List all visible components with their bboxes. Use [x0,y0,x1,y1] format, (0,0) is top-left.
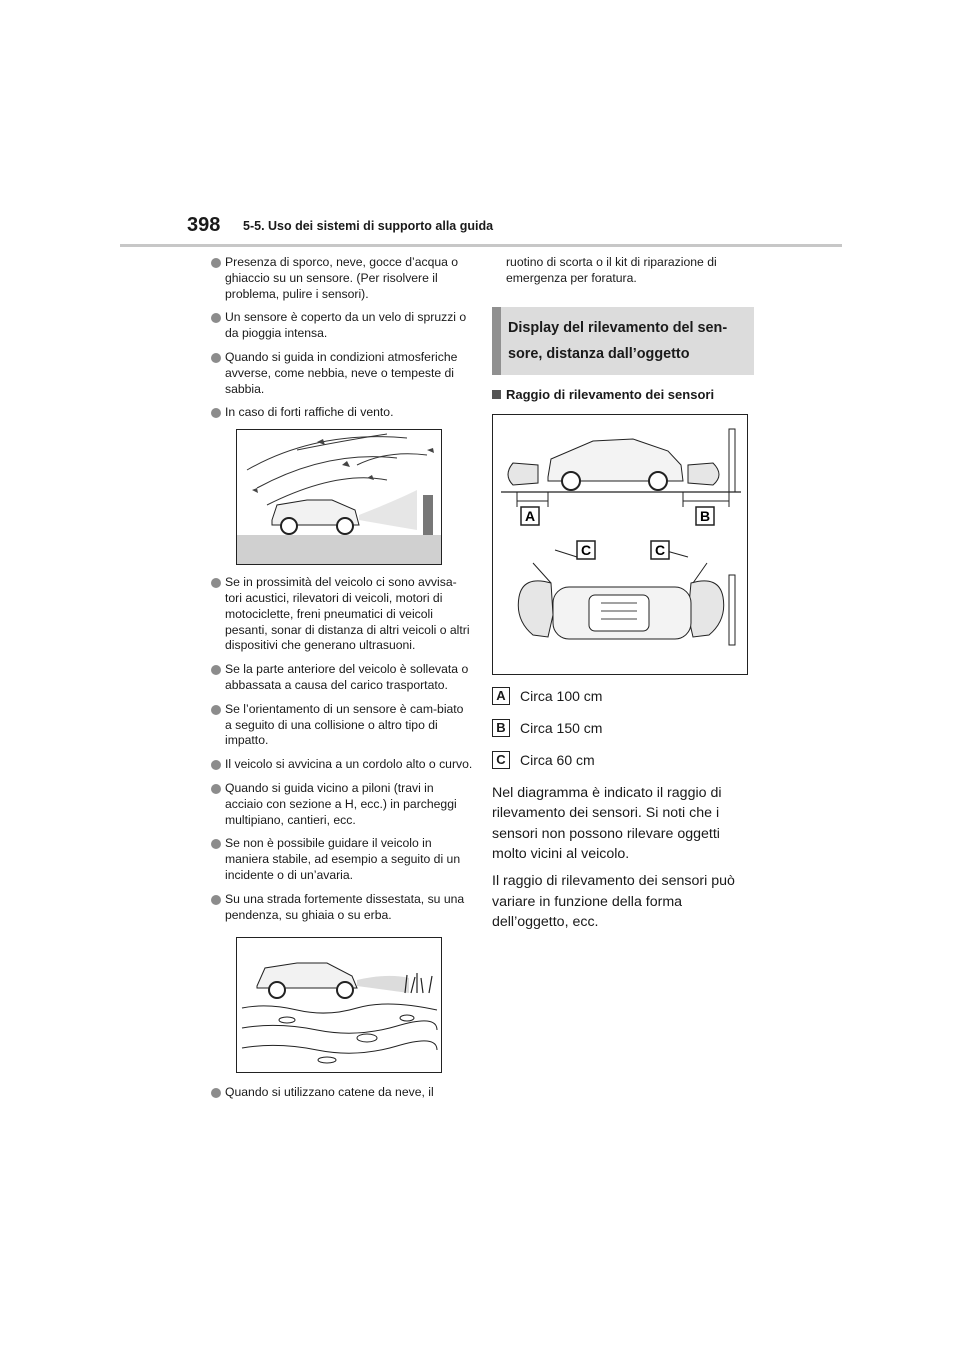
right-column [492,255,754,939]
bullet-icon [211,258,221,268]
bullet-icon [211,895,221,905]
bullet-item: Quando si guida in condizioni atmosferiche avverse, come nebbia, neve o tempeste di sabbia. [211,350,473,397]
bullet-item: In caso di forti raffiche di vento. [211,405,473,421]
bullet-item: Il veicolo si avvicina a un cordolo alto o curvo. [211,757,473,773]
legend-key: A [492,687,510,705]
bullet-icon [211,353,221,363]
left-column [211,255,473,1109]
subheading: Raggio di rilevamento dei sensori [492,387,754,402]
label-a: A [524,507,536,524]
paragraph: Nel diagramma è indicato il raggio di rilevamento dei sensori. Si noti che i sensori non possono rilevare oggetti molto vicini al veicolo. [492,784,722,863]
bullet-icon [211,578,221,588]
label-c-left: C [580,541,592,558]
legend-key: C [492,751,510,769]
bullet-icon [211,1088,221,1098]
sensor-range-diagram [492,414,748,675]
bullet-item: Su una strada fortemente dissestata, su una pendenza, su ghiaia o su erba. [211,892,473,924]
bullet-icon [211,839,221,849]
legend-text: Circa 150 cm [520,719,603,736]
chapter-title: 5-5. Uso dei sistemi di supporto alla guida [243,219,494,233]
legend-item-b [492,719,754,737]
bullet-item: Quando si guida vicino a piloni (travi in acciaio con sezione a H, ecc.) in parcheggi multipiano, cantieri, ecc. [211,781,473,828]
bullet-icon [211,665,221,675]
bullet-item: Se non è possibile guidare il veicolo in maniera stabile, ad esempio a seguito di un incidente o di un’avaria. [211,836,473,883]
square-bullet-icon [492,390,501,399]
section-title: Display del rilevamento del sen-sore, distanza dall’oggetto [492,307,754,375]
bullet-icon [211,784,221,794]
paragraph: Il raggio di rilevamento dei sensori può variare in funzione della forma dell’oggetto, ecc. [492,872,735,931]
bullet-icon [211,408,221,418]
bullet-icon [211,760,221,770]
page-number: 398 [187,214,221,236]
label-b: B [699,507,711,524]
wind-rain-illustration [236,429,442,565]
header-rule [120,244,842,247]
rough-road-illustration [236,937,442,1073]
bullet-item: Se la parte anteriore del veicolo è sollevata o abbassata a causa del carico trasportato. [211,662,473,694]
bullet-item: Presenza di sporco, neve, gocce d’acqua o ghiaccio su un sensore. (Per risolvere il problema, pulire i sensori). [211,255,473,302]
bullet-item: Se l’orientamento di un sensore è cam-biato a seguito di una collisione o altro tipo di impatto. [211,702,473,749]
bullet-icon [211,705,221,715]
legend-text: Circa 100 cm [520,687,603,704]
bullet-item: Se in prossimità del veicolo ci sono avvisa-tori acustici, rilevatori di veicoli, motori di motociclette, freni pneumatici di veicoli pesanti, sonar di distanza di altri veicoli o altri dispositivi che generano ultrasuoni. [211,575,473,654]
label-c-right: C [654,541,666,558]
continuation-text: ruotino di scorta o il kit di riparazione di emergenza per foratura. [506,255,717,285]
bullet-item: Quando si utilizzano catene da neve, il [211,1085,473,1101]
legend-text: Circa 60 cm [520,751,595,768]
bullet-icon [211,313,221,323]
legend-key: B [492,719,510,737]
legend-item-a [492,687,754,705]
legend-item-c [492,751,754,769]
bullet-item: Un sensore è coperto da un velo di spruzzi o da pioggia intensa. [211,310,473,342]
